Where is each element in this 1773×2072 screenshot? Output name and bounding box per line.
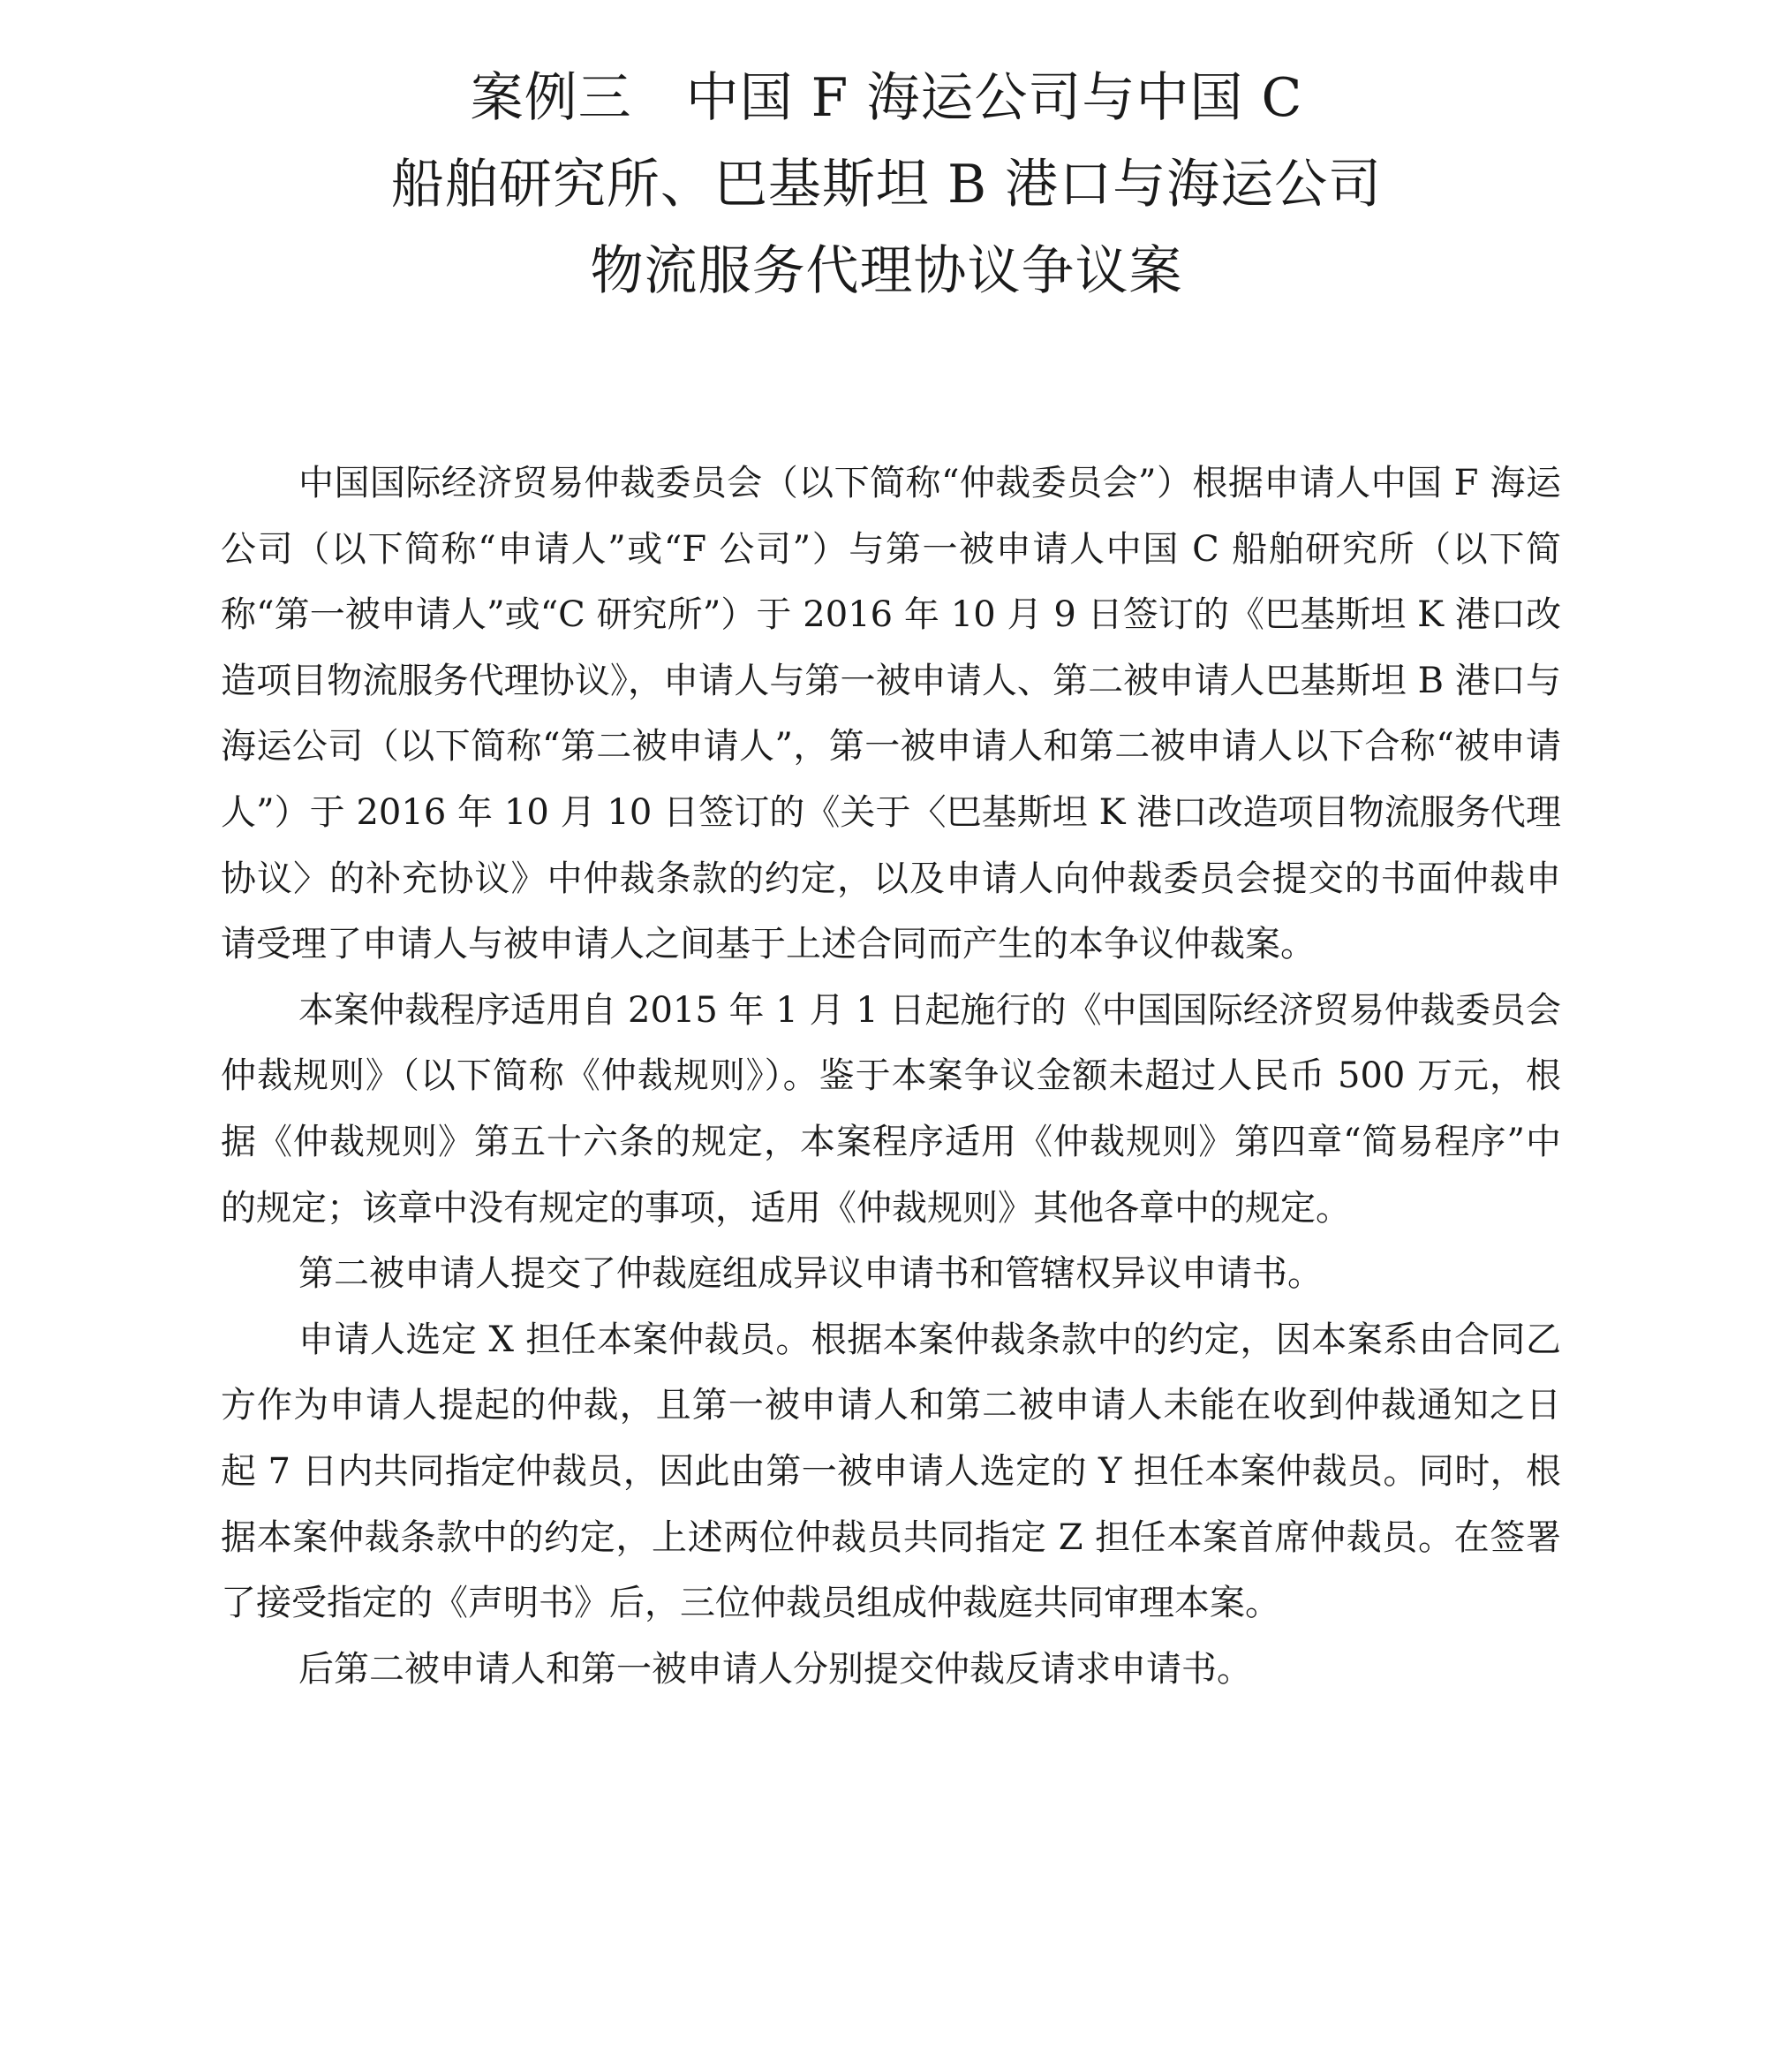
- case-title-line-3: 物流服务代理协议争议案: [590, 240, 1183, 302]
- paragraph-objections: 第二被申请人提交了仲裁庭组成异议申请书和管辖权异议申请书。: [298, 1253, 1323, 1295]
- paragraph-case-acceptance: 中国国际经济贸易仲裁委员会（以下简称“仲裁委员会”）根据申请人中国 F 海运公司（以下简称“申请人”或“F 公司”）与第一被申请人中国 C 船舶研究所（以下简称“第一被申请人”或“C 研究所”）于 2016 年 10 月 9 日签订的《巴基斯坦 K 港口改造项目物流服务代理协议》，申请人与第一被申请人、第二被申请人巴基斯坦 B 港口与海运公司（以下简称“第二被申请人”，第一被申请人和第二被申请人以下合称“被申请人”）于 2016 年 10 月 10 日签订的《关于〈巴基斯坦 K 港口改造项目物流服务代理协议〉的补充协议》中仲裁条款的约定，以及申请人向仲裁委员会提交的书面仲裁申请受理了申请人与被申请人之间基于上述合同而产生的本争议仲裁案。: [221, 463, 1561, 965]
- case-body: [221, 450, 1561, 1702]
- paragraph-applicable-rules: 本案仲裁程序适用自 2015 年 1 月 1 日起施行的《中国国际经济贸易仲裁委员会仲裁规则》（以下简称《仲裁规则》）。鉴于本案争议金额未超过人民币 500 万元，根据《仲裁规则》第五十六条的规定，本案程序适用《仲裁规则》第四章“简易程序”中的规定；该章中没有规定的事项，适用《仲裁规则》其他各章中的规定。: [221, 989, 1561, 1229]
- case-title: [0, 55, 1773, 314]
- paragraph-tribunal-formation: 申请人选定 X 担任本案仲裁员。根据本案仲裁条款中的约定，因本案系由合同乙方作为申请人提起的仲裁，且第一被申请人和第二被申请人未能在收到仲裁通知之日起 7 日内共同指定仲裁员，因此由第一被申请人选定的 Y 担任本案仲裁员。同时，根据本案仲裁条款中的约定，上述两位仲裁员共同指定 Z 担任本案首席仲裁员。在签署了接受指定的《声明书》后，三位仲裁员组成仲裁庭共同审理本案。: [221, 1319, 1561, 1624]
- paragraph-counterclaims: 后第二被申请人和第一被申请人分别提交仲裁反请求申请书。: [298, 1648, 1252, 1690]
- case-title-line-1: 案例三 中国 F 海运公司与中国 C: [470, 67, 1303, 129]
- case-title-line-2: 船舶研究所、巴基斯坦 B 港口与海运公司: [390, 154, 1383, 216]
